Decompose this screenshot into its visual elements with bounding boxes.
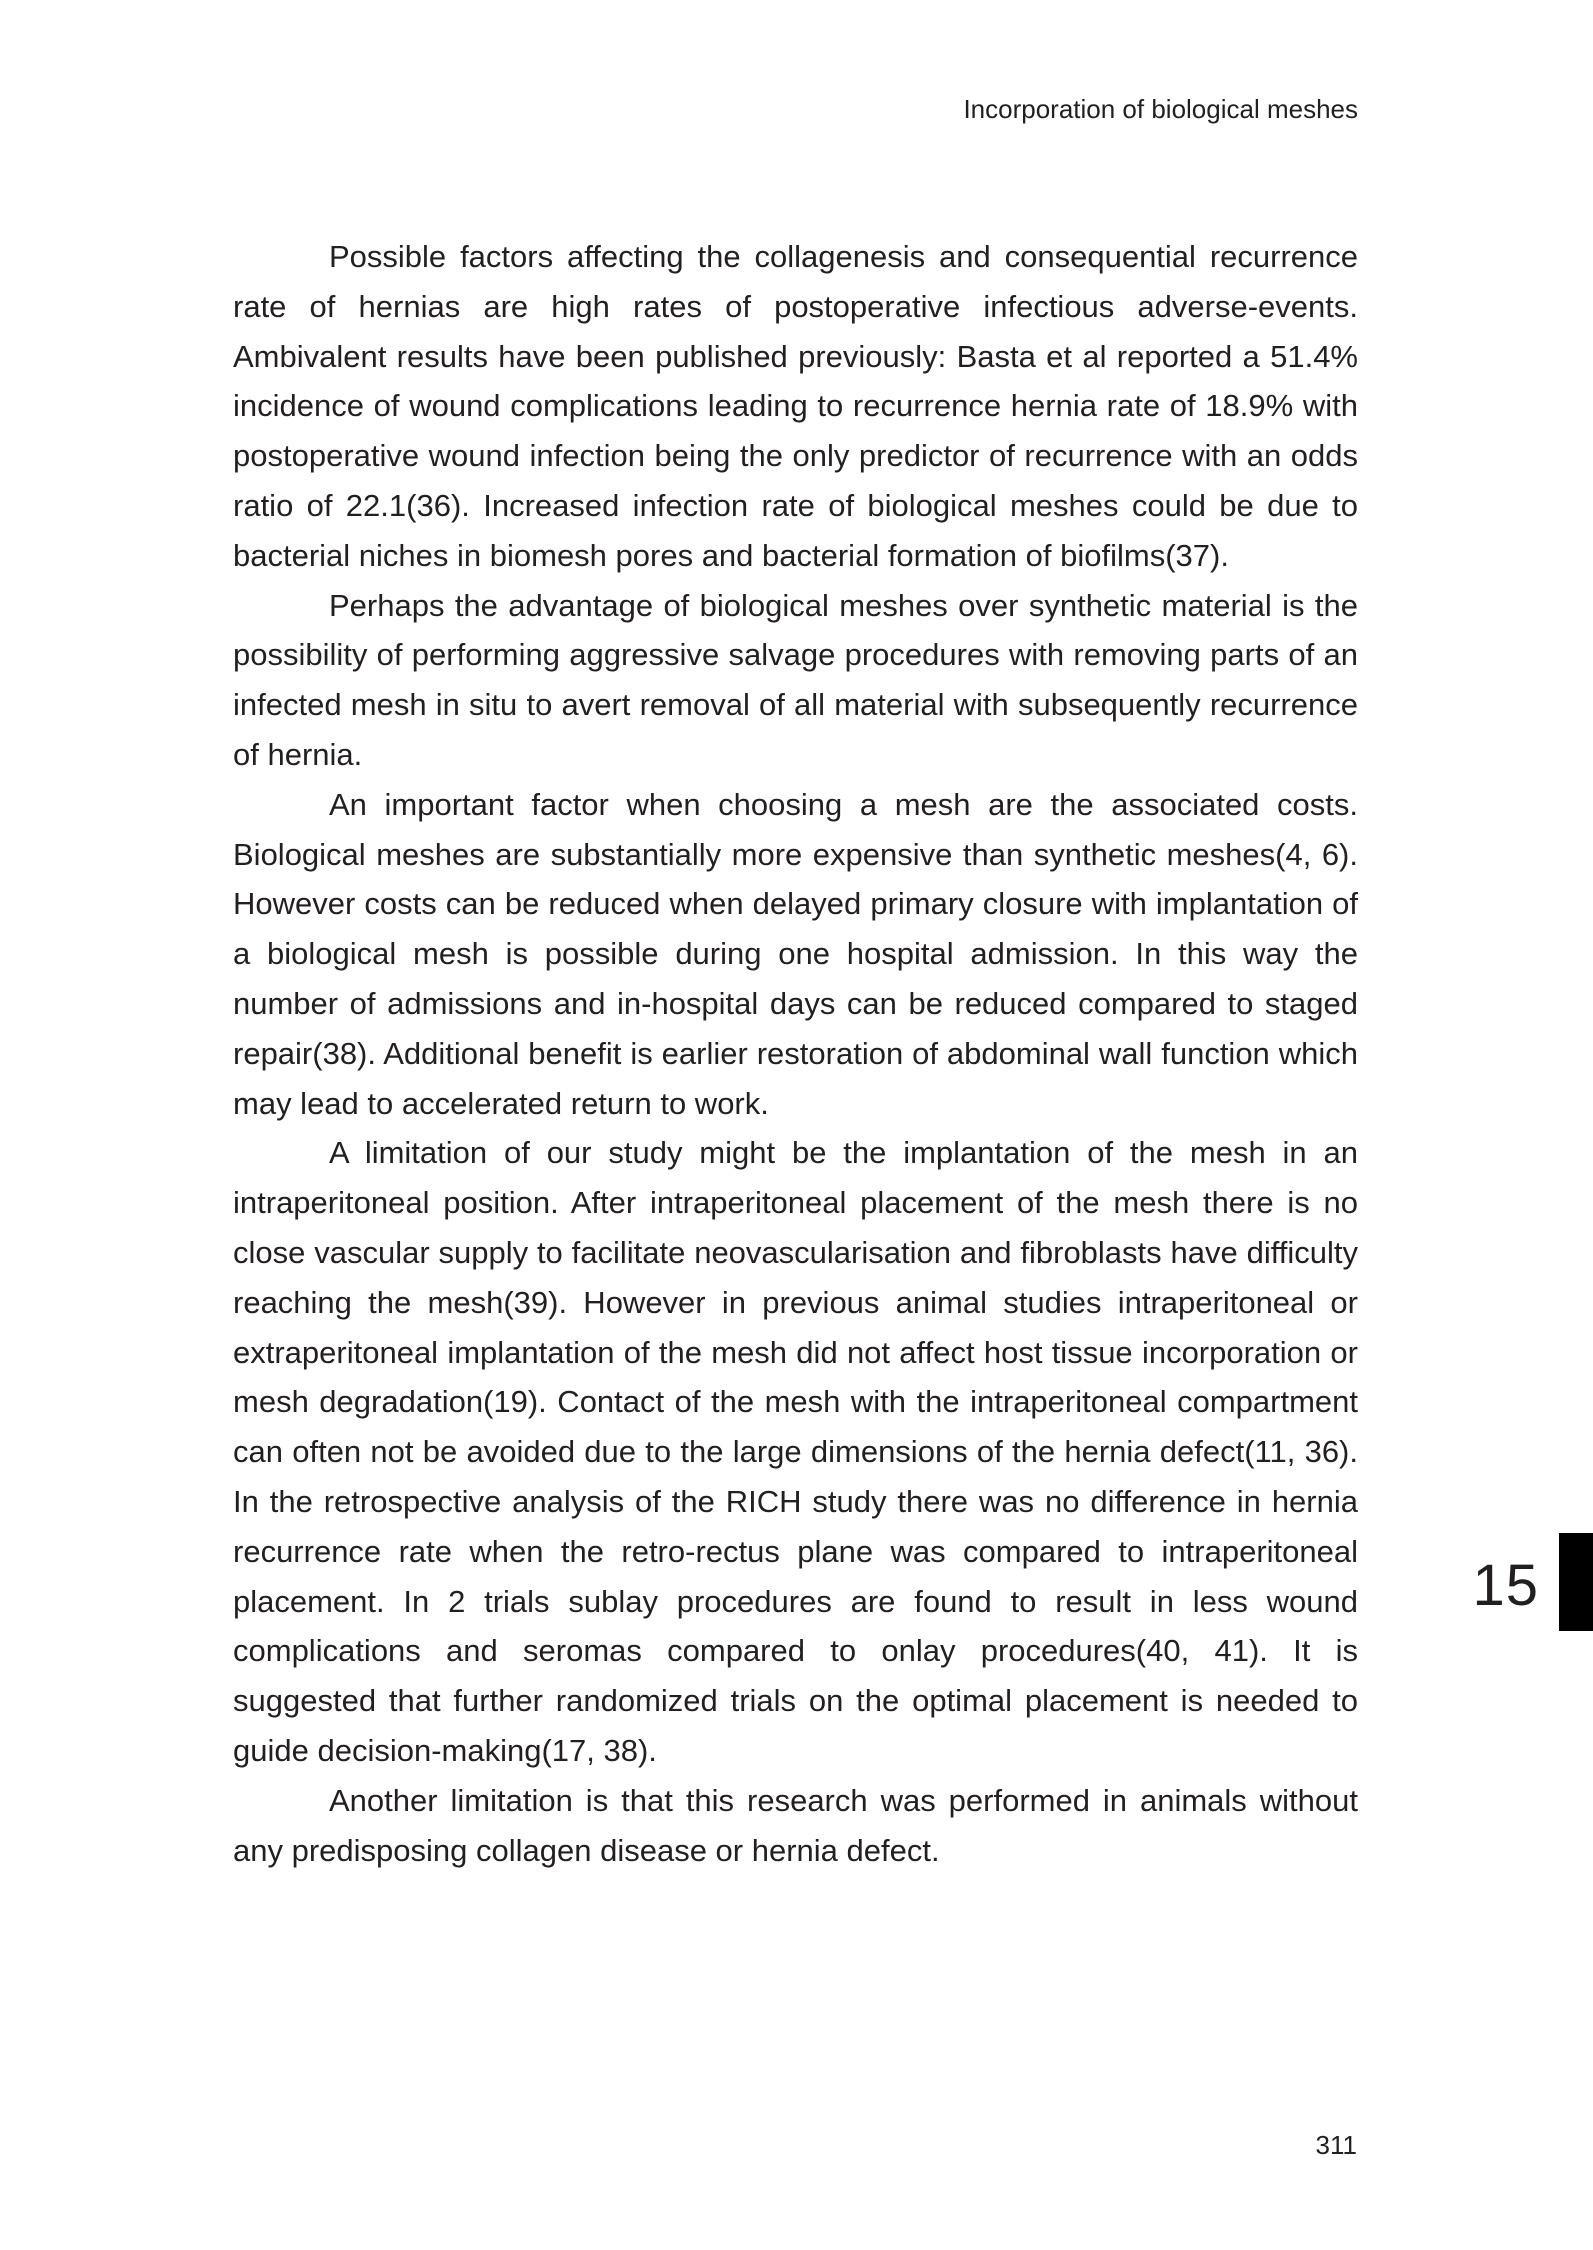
paragraph: Possible factors affecting the collagenesis and consequential recurrence rate of hernias are high rates of postoperative infectious adverse-events. Ambivalent results have been published previously: Basta et al reported a 51.4% incidence of wound complications leading to recurrence hernia rate of 18.9% with postoperative wound infection being the only predictor of recurrence with an odds ratio of 22.1(36). Increased infection rate of biological meshes could be due to bacterial niches in biomesh pores and bacterial formation of biofilms(37). <box>233 239 1358 573</box>
paragraph: Perhaps the advantage of biological meshes over synthetic material is the possibility of performing aggressive salvage procedures with removing parts of an infected mesh in situ to avert removal of all material with subsequently recurrence of hernia. <box>233 587 1358 772</box>
body-text <box>233 232 1358 1875</box>
chapter-number: 15 <box>1472 1553 1539 1618</box>
paragraph: An important factor when choosing a mesh are the associated costs. Biological meshes are substantially more expensive than synthetic meshes(4, 6). However costs can be reduced when delayed primary closure with implantation of a biological mesh is possible during one hospital admission. In this way the number of admissions and in-hospital days can be reduced compared to staged repair(38). Additional benefit is earlier restoration of abdominal wall function which may lead to accelerated return to work. <box>233 786 1358 1121</box>
paragraph: A limitation of our study might be the implantation of the mesh in an intraperitoneal position. After intraperitoneal placement of the mesh there is no close vascular supply to facilitate neovascularisation and fibroblasts have difficulty reaching the mesh(39). However in previous animal studies intraperitoneal or extraperitoneal implantation of the mesh did not affect host tissue incorporation or mesh degradation(19). Contact of the mesh with the intraperitoneal compartment can often not be avoided due to the large dimensions of the hernia defect(11, 36). In the retrospective analysis of the RICH study there was no difference in hernia recurrence rate when the retro-rectus plane was compared to intraperitoneal placement. In 2 trials sublay procedures are found to result in less wound complications and seromas compared to onlay procedures(40, 41). It is suggested that further randomized trials on the optimal placement is needed to guide decision-making(17, 38). <box>233 1135 1358 1768</box>
running-header: Incorporation of biological meshes <box>963 94 1358 124</box>
paragraph: Another limitation is that this research was performed in animals without any predisposing collagen disease or hernia defect. <box>233 1782 1358 1868</box>
chapter-tab-marker <box>1559 1533 1593 1631</box>
page-number: 311 <box>1315 2130 1357 2160</box>
